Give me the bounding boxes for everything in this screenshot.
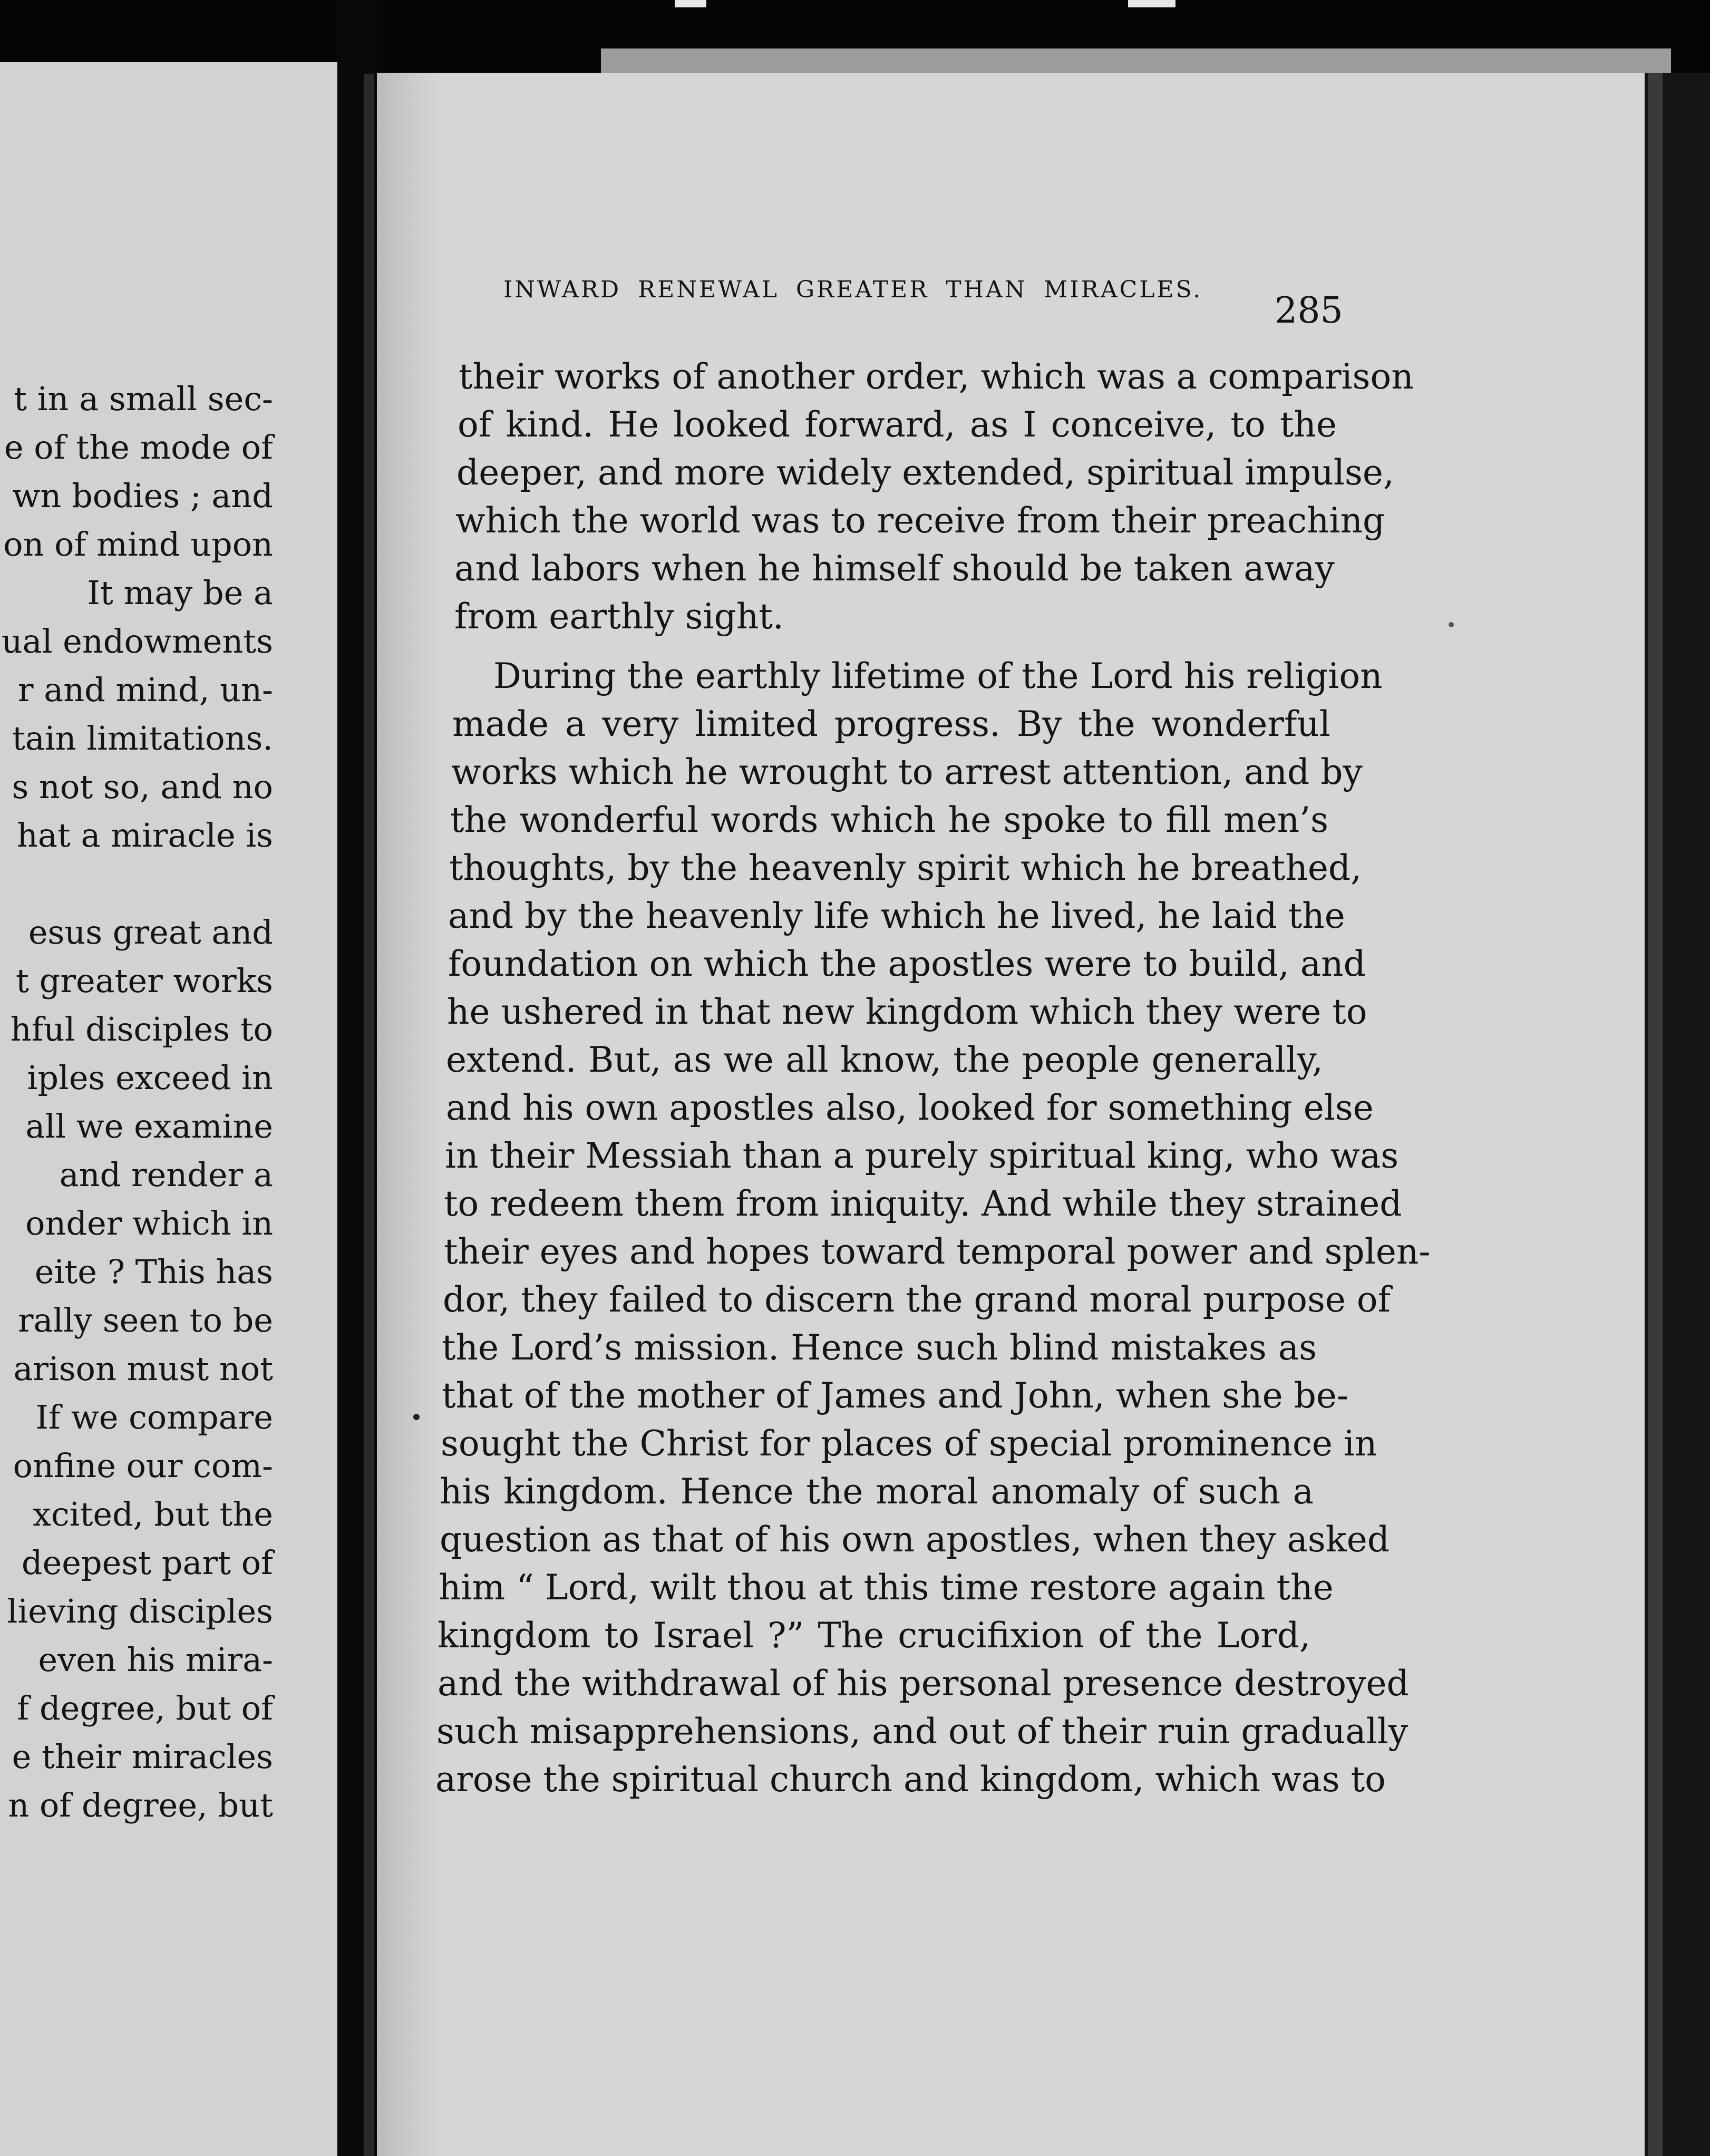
facing-line: If we compare (35, 1398, 273, 1436)
facing-page (0, 62, 337, 2156)
gutter-edge (364, 74, 374, 2156)
facing-line: deepest part of (21, 1543, 273, 1582)
text-line: of kind. He looked forward, as I conceive, to the (458, 404, 1337, 445)
text-line: he ushered in that new kingdom which they were to (447, 992, 1367, 1032)
page-number: 285 (1275, 290, 1343, 332)
text-line: and by the heavenly life which he lived, he laid the (448, 896, 1345, 936)
text-line: made a very limited progress. By the wonderful (452, 704, 1330, 744)
top-edge-mark (1128, 0, 1175, 7)
right-page-stack (1648, 73, 1663, 2156)
facing-line: f degree, but of (17, 1689, 273, 1727)
facing-line: lieving disciples (7, 1592, 273, 1630)
text-line: and labors when he himself should be taken away (454, 548, 1335, 589)
text-line: deeper, and more widely extended, spiritual impulse, (456, 452, 1394, 493)
text-line: and the withdrawal of his personal presence destroyed (438, 1663, 1409, 1704)
text-line: During the earthly lifetime of the Lord his religion (493, 656, 1383, 696)
text-line: from earthly sight. (454, 596, 784, 637)
facing-line: eite ? This has (34, 1252, 273, 1291)
text-line: which the world was to receive from their preaching (455, 500, 1385, 541)
facing-line: wn bodies ; and (12, 477, 273, 515)
text-line: in their Messiah than a purely spiritual king, who was (445, 1135, 1399, 1176)
text-line: the Lord’s mission. Hence such blind mistakes as (442, 1327, 1317, 1368)
facing-line: ual endowments (1, 622, 273, 661)
facing-line: xcited, but the (32, 1495, 273, 1533)
text-line: sought the Christ for places of special prominence in (441, 1423, 1377, 1464)
facing-line: e of the mode of (4, 428, 273, 467)
facing-line: on of mind upon (3, 525, 273, 564)
facing-line: esus great and (28, 913, 273, 951)
page-shadow (377, 73, 440, 2156)
facing-line: r and mind, un- (17, 671, 273, 709)
facing-line: hat a miracle is (16, 816, 273, 854)
facing-line: and render a (59, 1155, 273, 1194)
facing-line: all we examine (25, 1107, 273, 1145)
facing-line: onfine our com- (13, 1446, 273, 1485)
text-line: arose the spiritual church and kingdom, which was to (435, 1759, 1386, 1800)
facing-line: arison must not (13, 1349, 273, 1388)
text-line: and his own apostles also, looked for something else (446, 1087, 1374, 1128)
text-line: that of the mother of James and John, when she be- (442, 1375, 1349, 1416)
text-line: to redeem them from iniquity. And while they strained (444, 1183, 1402, 1224)
facing-line: It may be a (87, 574, 273, 612)
text-line: dor, they failed to discern the grand moral purpose of (443, 1279, 1391, 1320)
facing-line: t greater works (16, 962, 273, 1000)
facing-line: s not so, and no (12, 768, 273, 806)
facing-line: even his mira- (38, 1640, 273, 1679)
facing-line: iples exceed in (27, 1058, 273, 1097)
text-line: him “ Lord, wilt thou at this time restore again the (439, 1567, 1334, 1608)
text-line: kingdom to Israel ?” The crucifixion of the Lord, (438, 1615, 1310, 1656)
text-line: such misapprehensions, and out of their ruin gradually (436, 1711, 1408, 1752)
facing-line: hful disciples to (10, 1010, 273, 1048)
running-head: INWARD RENEWAL GREATER THAN MIRACLES. (503, 276, 1203, 303)
text-line: their works of another order, which was a comparison (459, 356, 1414, 397)
facing-line: n of degree, but (8, 1786, 273, 1824)
text-line: foundation on which the apostles were to build, and (448, 944, 1366, 984)
facing-line: rally seen to be (17, 1301, 273, 1339)
facing-line: t in a small sec- (14, 380, 273, 418)
text-line: the wonderful words which he spoke to fill men’s (450, 800, 1328, 840)
facing-line: onder which in (25, 1204, 273, 1242)
text-line: thoughts, by the heavenly spirit which he breathed, (449, 848, 1362, 888)
scan-speck (413, 1414, 420, 1420)
facing-line: tain limitations. (12, 719, 273, 757)
text-line: their eyes and hopes toward temporal power and splen- (444, 1231, 1431, 1272)
text-line: works which he wrought to arrest attention, and by (451, 752, 1363, 792)
facing-line: e their miracles (12, 1737, 273, 1776)
scan-speck (1449, 622, 1454, 627)
text-line: extend. But, as we all know, the people generally, (446, 1040, 1323, 1080)
top-edge-mark (675, 0, 706, 7)
text-line: his kingdom. Hence the moral anomaly of such a (440, 1471, 1314, 1512)
text-line: question as that of his own apostles, when they asked (440, 1519, 1390, 1560)
